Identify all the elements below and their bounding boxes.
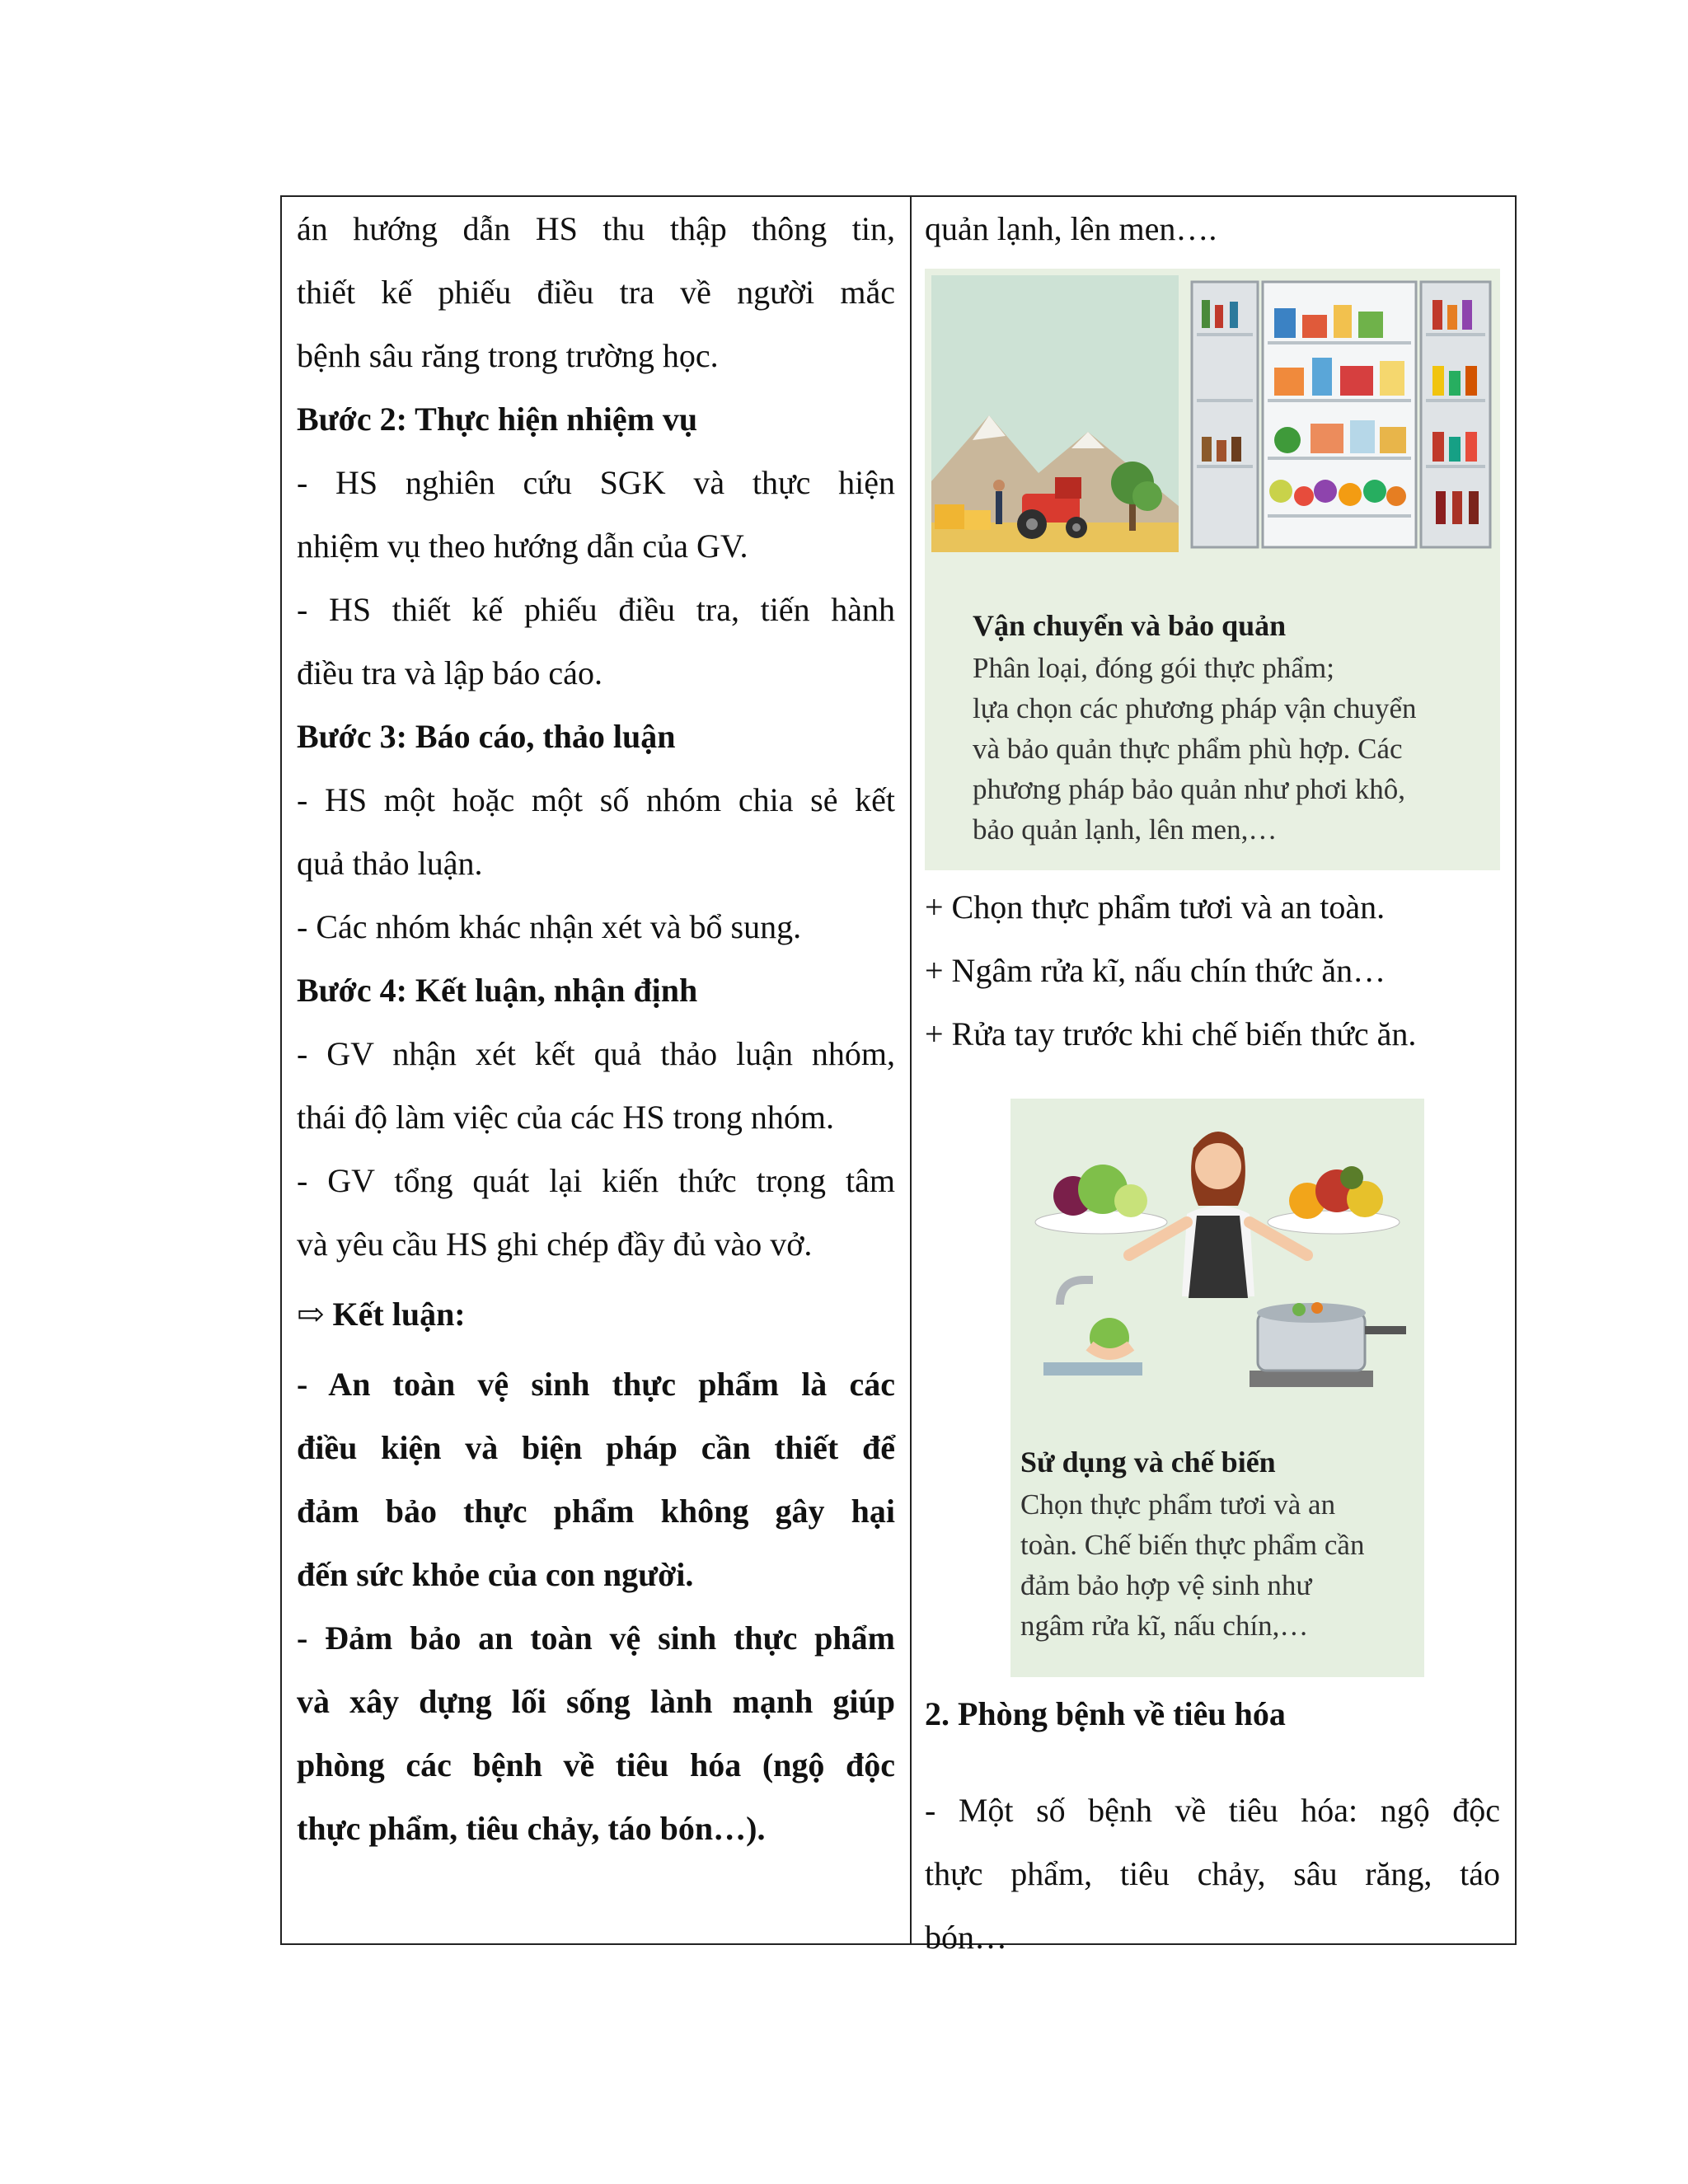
right-column <box>912 197 1515 1956</box>
top-line: quản lạnh, lên men…. <box>925 210 1217 247</box>
bullet-item: + Rửa tay trước khi chế biến thức ăn. <box>925 1015 1417 1052</box>
section2-line: thực phẩm, tiêu chảy, sâu răng, táo <box>925 1855 1500 1892</box>
step4-line: thái độ làm việc của các HS trong nhóm. <box>297 1099 835 1136</box>
step2-title: Bước 2: Thực hiện nhiệm vụ <box>297 401 698 438</box>
bullet-item: + Ngâm rửa kĩ, nấu chín thức ăn… <box>925 952 1386 989</box>
conclusion-line: - Đảm bảo an toàn vệ sinh thực phẩm <box>297 1619 895 1657</box>
step4-title: Bước 4: Kết luận, nhận định <box>297 972 698 1009</box>
section2-line: - Một số bệnh về tiêu hóa: ngộ độc <box>925 1792 1500 1829</box>
figure1-caption <box>973 608 1475 850</box>
conclusion-line: phòng các bệnh về tiêu hóa (ngộ độc <box>297 1746 895 1783</box>
content-table <box>280 195 1517 1956</box>
figure2-line: ngâm rửa kĩ, nấu chín,… <box>1020 1610 1309 1642</box>
figure1-line: bảo quản lạnh, lên men,… <box>973 813 1278 846</box>
step4-line: - GV nhận xét kết quả thảo luận nhóm, <box>297 1035 895 1072</box>
conclusion-line: điều kiện và biện pháp cần thiết để <box>297 1429 895 1466</box>
farm-tractor-illustration <box>931 275 1179 552</box>
step4-line: - GV tổng quát lại kiến thức trọng tâm <box>297 1162 895 1199</box>
section2-title: 2. Phòng bệnh về tiêu hóa <box>925 1695 1286 1732</box>
conclusion-title: Kết luận: <box>332 1296 466 1333</box>
conclusion-line: đến sức khỏe của con người. <box>297 1556 694 1593</box>
use-processing-figure <box>1010 1099 1424 1677</box>
step3-line: - HS một hoặc một số nhóm chia sẻ kết <box>297 781 895 818</box>
figure1-line: phương pháp bảo quản như phơi khô, <box>973 773 1406 805</box>
figure2-caption <box>1020 1445 1416 1646</box>
figure1-line: Phân loại, đóng gói thực phẩm; <box>973 652 1334 684</box>
figure2-line: toàn. Chế biến thực phẩm cần <box>1020 1529 1365 1561</box>
intro-line: bệnh sâu răng trong trường học. <box>297 337 719 374</box>
step4-line: và yêu cầu HS ghi chép đầy đủ vào vở. <box>297 1226 813 1263</box>
figure2-line: Chọn thực phẩm tươi và an <box>1020 1488 1336 1521</box>
section2-line: bón… <box>925 1919 1007 1956</box>
conclusion-line: thực phẩm, tiêu chảy, táo bón…). <box>297 1810 766 1847</box>
bullet-item: + Chọn thực phẩm tươi và an toàn. <box>925 888 1386 926</box>
conclusion-line: và xây dựng lối sống lành mạnh giúp <box>297 1683 895 1720</box>
figure2-line: đảm bảo hợp vệ sinh như <box>1020 1569 1312 1601</box>
figure1-line: lựa chọn các phương pháp vận chuyển <box>973 692 1417 724</box>
step2-line: điều tra và lập báo cáo. <box>297 654 603 691</box>
step3-title: Bước 3: Báo cáo, thảo luận <box>297 718 676 755</box>
intro-line: án hướng dẫn HS thu thập thông tin, <box>297 210 895 247</box>
figure1-title: Vận chuyển và bảo quản <box>973 609 1287 642</box>
figure2-title: Sử dụng và chế biến <box>1020 1446 1276 1479</box>
step3-line: quả thảo luận. <box>297 845 483 882</box>
intro-line: thiết kế phiếu điều tra về người mắc <box>297 274 895 311</box>
fridge-illustration <box>1189 275 1493 552</box>
cook-illustration <box>1010 1099 1424 1445</box>
step3-line: - Các nhóm khác nhận xét và bổ sung. <box>297 908 802 945</box>
conclusion-heading <box>297 1282 895 1346</box>
transport-storage-figure <box>925 269 1500 870</box>
conclusion-line: đảm bảo thực phẩm không gây hại <box>297 1493 895 1530</box>
step2-line: - HS thiết kế phiếu điều tra, tiến hành <box>297 591 895 628</box>
left-column <box>282 197 912 1943</box>
figure1-line: và bảo quản thực phẩm phù hợp. Các <box>973 733 1403 765</box>
step2-line: nhiệm vụ theo hướng dẫn của GV. <box>297 527 748 565</box>
arrow-icon: ⇨ <box>297 1296 325 1333</box>
step2-line: - HS nghiên cứu SGK và thực hiện <box>297 464 895 501</box>
conclusion-line: - An toàn vệ sinh thực phẩm là các <box>297 1366 895 1403</box>
